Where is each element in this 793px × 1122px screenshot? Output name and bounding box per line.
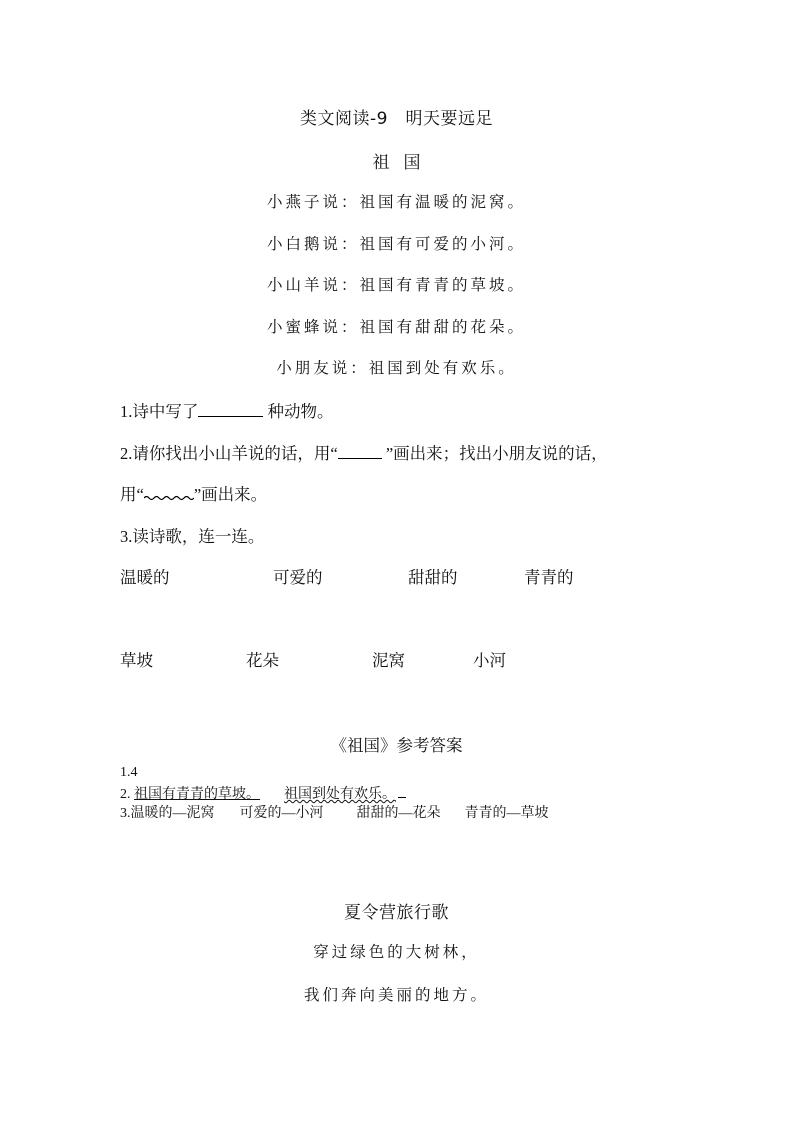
question-text: 种动物。 xyxy=(263,402,334,421)
answer-pair: 甜甜的—花朵 xyxy=(356,806,441,821)
answer-blank[interactable] xyxy=(198,415,263,417)
poem-title: 祖国 xyxy=(372,153,435,173)
poem2-line: 我们奔向美丽的地方。 xyxy=(303,986,489,1004)
trailing-underline xyxy=(398,796,406,798)
question-text: 用“ xyxy=(120,485,144,504)
match-adjective[interactable]: 温暖的 xyxy=(120,568,170,587)
question-text: 2.请你找出小山羊说的话，用“ xyxy=(120,444,338,463)
question-3: 3.读诗歌，连一连。 xyxy=(120,527,265,546)
answer-2 xyxy=(120,783,406,803)
match-noun[interactable]: 泥窝 xyxy=(372,651,405,670)
poem-line: 小朋友说：祖国到处有欢乐。 xyxy=(276,359,517,377)
poem-line: 小燕子说：祖国有温暖的泥窝。 xyxy=(266,193,526,211)
question-2-line-2 xyxy=(120,481,267,505)
answer-number: 2. xyxy=(120,787,134,802)
question-text: 1.诗中写了 xyxy=(120,402,199,421)
poem-line: 小蜜蜂说：祖国有甜甜的花朵。 xyxy=(266,318,526,336)
poem2-title: 夏令营旅行歌 xyxy=(344,903,449,923)
answers-title: 《祖国》参考答案 xyxy=(330,736,463,755)
poem2-line: 穿过绿色的大树林， xyxy=(313,943,480,961)
match-noun[interactable]: 草坡 xyxy=(120,651,153,670)
answer-1: 1.4 xyxy=(120,765,138,780)
question-text: ”画出来；找出小朋友说的话， xyxy=(381,444,608,463)
straight-line-sample xyxy=(338,457,382,459)
straight-underlined-answer: 祖国有青青的草坡。 xyxy=(134,787,260,802)
question-2-line-1 xyxy=(120,440,608,464)
wavy-underlined-answer: 祖国到处有欢乐。 xyxy=(284,787,396,802)
page-title: 类文阅读-9 明天要远足 xyxy=(300,109,493,129)
poem-line: 小白鹅说：祖国有可爱的小河。 xyxy=(266,235,526,253)
poem-line: 小山羊说：祖国有青青的草坡。 xyxy=(266,276,526,294)
answer-pair: 3.温暖的—泥窝 xyxy=(120,806,215,821)
match-adjective[interactable]: 青青的 xyxy=(524,568,574,587)
answer-3 xyxy=(120,802,549,822)
match-adjective[interactable]: 甜甜的 xyxy=(408,568,458,587)
match-noun[interactable]: 花朵 xyxy=(246,651,279,670)
answer-pair: 可爱的—小河 xyxy=(239,806,324,821)
match-noun[interactable]: 小河 xyxy=(473,651,506,670)
match-adjective[interactable]: 可爱的 xyxy=(273,568,323,587)
answer-pair: 青青的—草坡 xyxy=(464,806,549,821)
question-text: ”画出来。 xyxy=(193,485,268,504)
question-1 xyxy=(120,398,334,422)
wavy-line-sample xyxy=(144,493,194,501)
